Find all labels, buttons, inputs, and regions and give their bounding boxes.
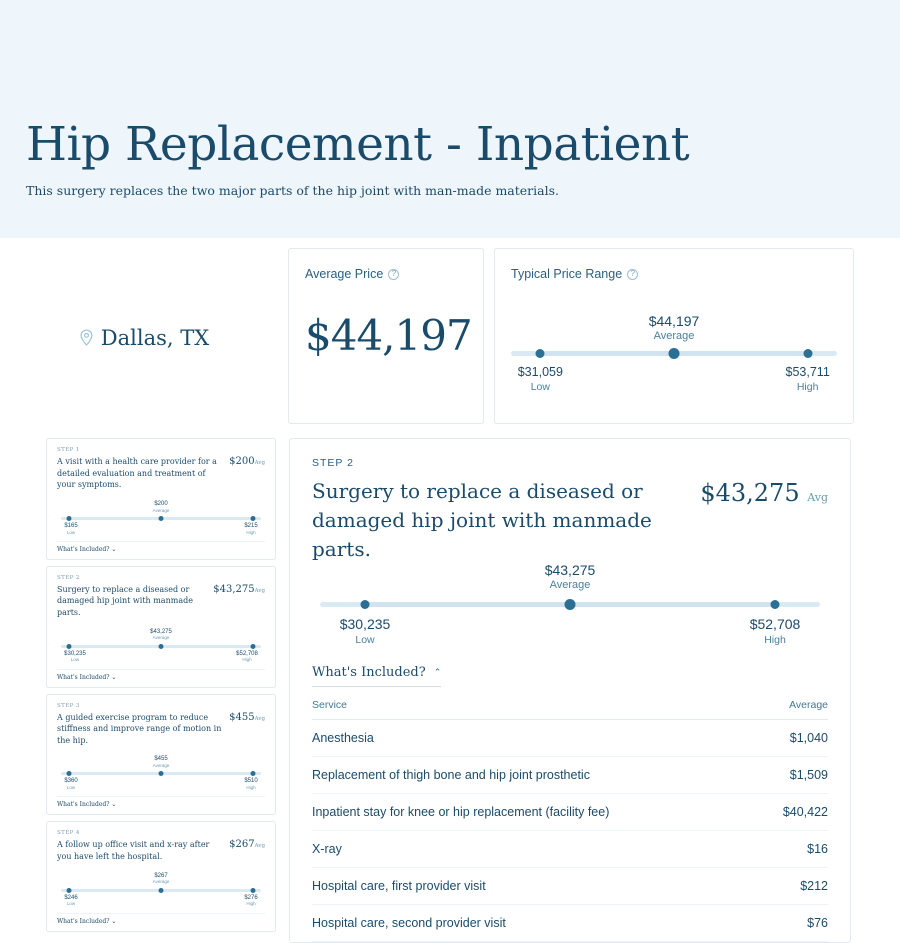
step-detail-panel <box>289 438 851 943</box>
step-price-sub: Avg <box>254 843 265 850</box>
step-card[interactable] <box>46 694 276 816</box>
detail-price-sub: Avg <box>807 491 828 504</box>
step-card[interactable] <box>46 566 276 688</box>
step-price-value: $267 <box>229 839 255 851</box>
step-low-label <box>64 523 77 535</box>
info-icon[interactable]: ? <box>388 269 399 280</box>
whats-included-toggle[interactable] <box>312 665 441 687</box>
step-whats-included-toggle[interactable]: What's Included? ⌄ <box>57 796 265 808</box>
service-average: $212 <box>760 868 828 905</box>
step-high-caption: High <box>246 785 256 791</box>
service-name: Hospital care, first provider visit <box>312 868 760 905</box>
range-low-handle[interactable] <box>536 349 545 358</box>
hero-section <box>0 0 900 238</box>
step-high-value: $52,708 <box>236 650 258 657</box>
chevron-up-icon: ⌃ <box>433 667 442 678</box>
step-high-handle[interactable] <box>251 644 256 649</box>
step-high-handle[interactable] <box>251 888 256 893</box>
range-high-caption: High <box>796 380 819 393</box>
range-low-caption: Low <box>530 380 550 393</box>
step-average-caption: Average <box>152 763 170 769</box>
range-average-label <box>649 313 700 343</box>
step-high-label <box>236 651 258 663</box>
detail-high-handle[interactable] <box>771 600 780 609</box>
step-high-caption: High <box>246 901 256 907</box>
step-high-caption: High <box>242 657 252 663</box>
service-name: Replacement of thigh bone and hip joint prosthetic <box>312 757 760 794</box>
table-row <box>312 868 828 905</box>
steps-list <box>46 438 276 943</box>
step-average-handle[interactable] <box>159 644 164 649</box>
step-range-slider[interactable] <box>61 873 261 907</box>
step-high-label <box>244 778 257 790</box>
step-range-slider[interactable] <box>61 501 261 535</box>
map-pin-icon <box>79 329 94 347</box>
range-low-label <box>518 365 563 394</box>
step-description: Surgery to replace a diseased or damaged hip joint with manmade parts. <box>57 584 193 617</box>
step-whats-included-label: What's Included? <box>57 673 110 681</box>
range-average-handle[interactable] <box>669 348 680 359</box>
step-average-value: $455 <box>154 756 168 763</box>
detail-high-label <box>750 616 801 647</box>
step-whats-included-label: What's Included? <box>57 917 110 925</box>
page-title: Hip Replacement - Inpatient <box>26 117 690 172</box>
step-average-value: $200 <box>154 500 168 507</box>
step-high-value: $510 <box>244 778 258 785</box>
price-range-slider <box>511 313 837 393</box>
step-low-value: $246 <box>64 894 78 901</box>
table-row <box>312 905 828 942</box>
detail-step-tag: STEP 2 <box>312 457 354 469</box>
step-low-caption: Low <box>66 785 76 791</box>
step-low-caption: Low <box>66 529 76 535</box>
step-high-handle[interactable] <box>251 771 256 776</box>
detail-high-value: $52,708 <box>749 616 801 632</box>
step-low-handle[interactable] <box>67 516 72 521</box>
step-tag: STEP 4 <box>57 830 80 837</box>
price-range-title-text: Typical Price Range <box>511 267 623 281</box>
step-tag: STEP 2 <box>57 574 80 581</box>
step-low-value: $165 <box>64 522 78 529</box>
service-name: Inpatient stay for knee or hip replacement (facility fee) <box>312 794 760 831</box>
step-low-label <box>64 651 86 663</box>
step-average-handle[interactable] <box>159 516 164 521</box>
step-price-sub: Avg <box>254 587 265 594</box>
service-average: $1,040 <box>760 720 828 757</box>
step-price <box>213 584 265 595</box>
step-average-label <box>153 756 170 768</box>
table-row <box>312 757 828 794</box>
table-header-row <box>312 699 828 720</box>
price-range-title <box>511 267 837 281</box>
step-average-caption: Average <box>152 635 170 641</box>
average-price-title <box>305 267 467 281</box>
step-whats-included-label: What's Included? <box>57 545 110 553</box>
detail-range-track[interactable] <box>320 602 820 607</box>
range-high-value: $53,711 <box>785 365 830 379</box>
step-price <box>229 456 265 467</box>
detail-average-handle[interactable] <box>565 599 576 610</box>
step-low-handle[interactable] <box>67 888 72 893</box>
average-price-title-text: Average Price <box>305 267 384 281</box>
service-name: Hospital care, second provider visit <box>312 905 760 942</box>
detail-price <box>700 477 828 507</box>
step-average-caption: Average <box>152 507 170 513</box>
step-low-handle[interactable] <box>67 771 72 776</box>
table-row <box>312 794 828 831</box>
step-high-value: $215 <box>244 522 258 529</box>
step-average-handle[interactable] <box>159 771 164 776</box>
range-track[interactable] <box>511 351 837 356</box>
step-average-value: $267 <box>154 872 168 879</box>
range-low-value: $31,059 <box>517 365 563 379</box>
step-whats-included-label: What's Included? <box>57 801 110 809</box>
step-high-label <box>244 523 257 535</box>
step-tag: STEP 3 <box>57 702 80 709</box>
step-low-handle[interactable] <box>67 644 72 649</box>
average-price-value: $44,197 <box>305 311 472 360</box>
detail-low-value: $30,235 <box>339 616 391 632</box>
step-range-slider[interactable] <box>61 629 261 663</box>
step-average-value: $43,275 <box>150 628 172 635</box>
step-low-value: $360 <box>64 778 78 785</box>
service-average: $1,509 <box>760 757 828 794</box>
range-high-handle[interactable] <box>803 349 812 358</box>
table-row <box>312 720 828 757</box>
column-header-service: Service <box>312 699 760 720</box>
service-name: Anesthesia <box>312 720 760 757</box>
info-icon[interactable]: ? <box>627 269 638 280</box>
step-low-label <box>64 778 77 790</box>
step-low-caption: Low <box>70 657 80 663</box>
detail-average-value: $43,275 <box>544 562 596 578</box>
step-card[interactable] <box>46 821 276 931</box>
step-average-caption: Average <box>152 879 170 885</box>
step-high-caption: High <box>246 529 256 535</box>
step-average-label <box>153 501 170 513</box>
step-range-slider[interactable] <box>61 756 261 790</box>
typical-price-range-card <box>494 248 854 424</box>
step-description: A visit with a health care provider for a detailed evaluation and treatment of your symptoms. <box>57 457 217 490</box>
step-price-sub: Avg <box>254 460 265 466</box>
step-price <box>229 712 265 723</box>
table-row <box>312 831 828 868</box>
detail-low-label <box>340 616 391 647</box>
range-average-value: $44,197 <box>648 313 700 329</box>
step-card[interactable] <box>46 438 276 560</box>
service-average: $16 <box>760 831 828 868</box>
location-name: Dallas, TX <box>100 326 210 350</box>
detail-range-slider[interactable] <box>320 562 820 646</box>
whats-included-label: What's Included? <box>312 665 426 680</box>
step-price-value: $200 <box>229 456 255 467</box>
detail-average-label <box>545 562 596 592</box>
detail-low-handle[interactable] <box>361 600 370 609</box>
detail-title: Surgery to replace a diseased or damaged hip joint with manmade parts. <box>312 479 652 561</box>
detail-price-value: $43,275 <box>700 479 800 507</box>
range-average-caption: Average <box>653 329 695 342</box>
step-whats-included-toggle[interactable]: What's Included? ⌄ <box>57 541 265 553</box>
service-average: $76 <box>760 905 828 942</box>
services-table <box>312 699 828 942</box>
step-high-value: $276 <box>244 894 258 901</box>
step-whats-included-toggle[interactable]: What's Included? ⌄ <box>57 669 265 681</box>
step-description: A follow up office visit and x-ray after you have left the hospital. <box>57 840 210 861</box>
step-price-value: $455 <box>229 711 255 723</box>
summary-row <box>0 248 900 424</box>
step-description: A guided exercise program to reduce stiffness and improve range of motion in the hip. <box>57 712 222 745</box>
step-low-caption: Low <box>66 901 76 907</box>
step-price <box>229 839 265 850</box>
step-average-handle[interactable] <box>159 888 164 893</box>
range-high-label <box>786 365 830 394</box>
lower-section <box>0 438 900 943</box>
step-average-label <box>150 629 172 641</box>
step-tag: STEP 1 <box>57 447 80 453</box>
step-average-label <box>153 873 170 885</box>
service-name: X-ray <box>312 831 760 868</box>
column-header-average: Average <box>760 699 828 720</box>
step-price-sub: Avg <box>254 715 265 722</box>
location-selector[interactable] <box>0 248 288 350</box>
service-average: $40,422 <box>760 794 828 831</box>
average-price-card <box>288 248 484 424</box>
step-price-value: $43,275 <box>213 583 255 595</box>
step-low-label <box>64 895 77 907</box>
page-subtitle: This surgery replaces the two major parts of the hip joint with man-made materials. <box>26 183 559 199</box>
step-low-value: $30,235 <box>64 650 86 657</box>
detail-high-caption: High <box>764 633 786 646</box>
step-high-handle[interactable] <box>251 516 256 521</box>
detail-average-caption: Average <box>549 578 591 591</box>
step-whats-included-toggle[interactable]: What's Included? ⌄ <box>57 913 265 925</box>
detail-low-caption: Low <box>355 633 375 646</box>
step-high-label <box>244 895 257 907</box>
